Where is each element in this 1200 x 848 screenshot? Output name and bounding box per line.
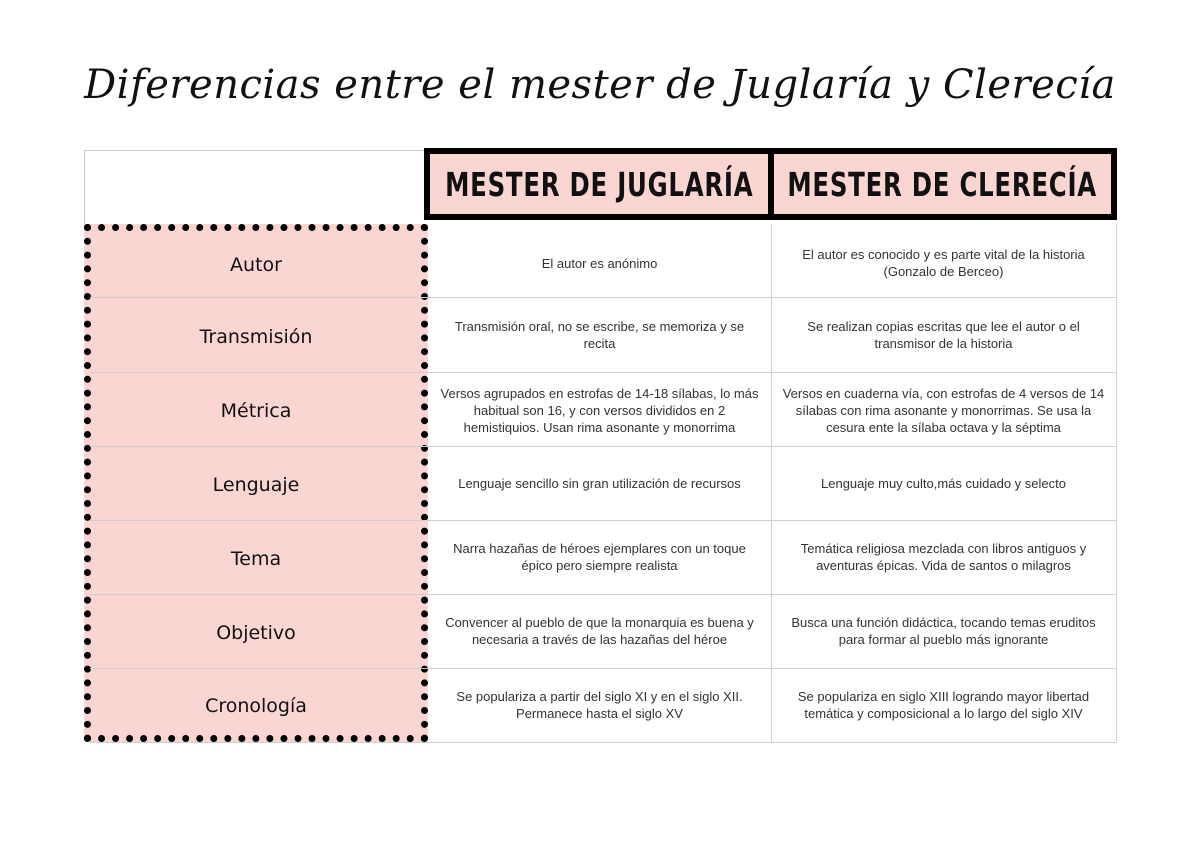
row-label-transmision: Transmisión [199,326,313,348]
page-title: Diferencias entre el mester de Juglaría y Clerecía [84,62,1116,108]
cell-juglaria-lenguaje: Lenguaje sencillo sin gran utilización de recursos [458,475,741,491]
row-label-tema: Tema [230,548,282,570]
column-header-juglaria [424,148,774,220]
row-label-objetivo: Objetivo [216,622,296,644]
row-label-autor: Autor [230,254,282,276]
column-header-clerecia-label: MESTER DE CLERECÍA [787,164,1098,204]
row-label-cronologia: Cronología [205,695,307,717]
column-header-clerecia [768,148,1117,220]
cell-juglaria-tema: Narra hazañas de héroes ejemplares con un toque épico pero siempre realista [453,541,746,573]
cell-juglaria-objetivo: Convencer al pueblo de que la monarquia es buena y necesaria a través de las hazañas del héroe [445,615,754,647]
cell-clerecia-lenguaje: Lenguaje muy culto,más cuidado y selecto [821,475,1066,491]
cell-clerecia-tema: Temática religiosa mezclada con libros antiguos y aventuras épicas. Vida de santos o milagros [800,541,1087,573]
empty-corner-cell [84,150,428,226]
table-bottom-border [90,742,1116,743]
cell-clerecia-metrica: Versos en cuaderna vía, con estrofas de 4 versos de 14 sílabas con rima asonante y monorrimas. Se usa la cesura ente la sílaba octava y la séptima [782,385,1105,435]
cell-juglaria-autor: El autor es anónimo [541,255,658,271]
cell-juglaria-metrica: Versos agrupados en estrofas de 14-18 sílabas, lo más habitual son 16, y con versos divididos en 2 hemistiquios. Usan rima asonante y monorrima [440,385,759,435]
cell-clerecia-cronologia: Se populariza en siglo XIII logrando mayor libertad temática y composicional a lo largo del siglo XIV [797,689,1090,721]
cell-clerecia-autor: El autor es conocido y es parte vital de la historia (Gonzalo de Berceo) [802,247,1085,279]
row-label-lenguaje: Lenguaje [212,474,300,496]
cell-clerecia-objetivo: Busca una función didáctica, tocando temas eruditos para formar al pueblo más ignorante [791,615,1096,647]
cell-clerecia-transmision: Se realizan copias escritas que lee el autor o el transmisor de la historia [807,319,1080,351]
row-label-metrica: Métrica [220,400,292,422]
column-header-juglaria-label: MESTER DE JUGLARÍA [444,164,754,204]
cell-juglaria-transmision: Transmisión oral, no se escribe, se memoriza y se recita [454,319,745,351]
table-right-border [1116,224,1117,742]
cell-juglaria-cronologia: Se populariza a partir del siglo XI y en el siglo XII. Permanece hasta el siglo XV [456,689,743,721]
